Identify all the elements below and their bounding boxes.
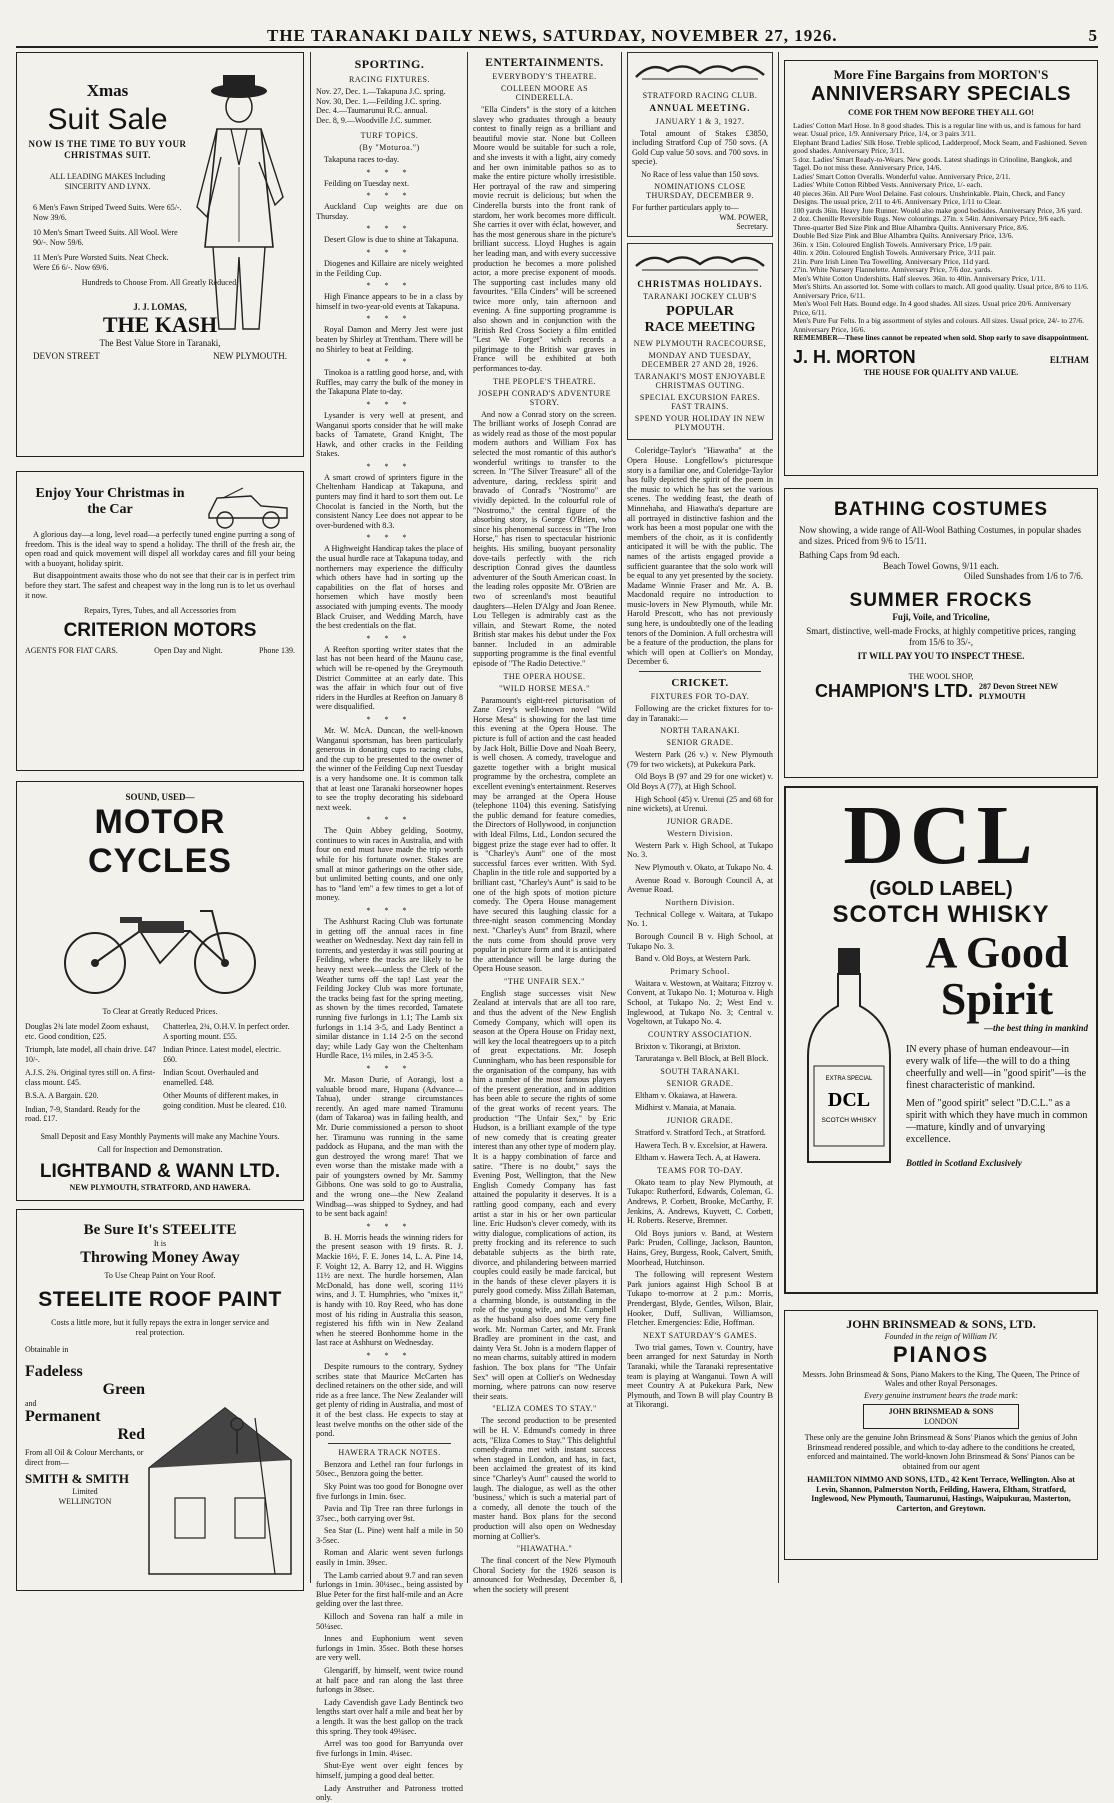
senior-grade-heading: SENIOR GRADE. [666,738,734,748]
lightband-listings [25,1022,295,1128]
junior-grade-heading: JUNIOR GRADE. [666,816,734,826]
separator-stars-icon: * * * [366,461,413,471]
separator-stars-icon: * * * [366,533,413,543]
primary-school-heading: Primary School. [670,966,730,976]
eliza-text: The second production to be presented will be H. V. Edmund's comedy in three acts, "Eliza Comes to Stay." This delightful comedy-drama met with instant success when staged in London, and has, in fact, been acclaimed the greatest of its kind since "Charley's Aunt" caused the world to laugh. The dialogue, as well as the other 'business,' which is such a material part of a comedy, all denote the touch of the master hand. Box plans for the second production will also open on Wednesday morning at Collier's. [473,1416,616,1541]
opera-text: Paramount's eight-reel picturisation of Zane Grey's well-known novel "Wild Horse Mesa" is showing for the last time this evening at the Opera House. The picture is full of action and the cast headed by Jack Holt, Billie Dove and Noah Beery, is well chosen. A comedy, travelogue and gazette together with a bright musical programme by the orchestra, complete an excellent evening's entertainment. Reserves may be arranged at the Opera House (telephone 1104) this evening. Satisfying the public demand for feature comedies, the Directors of Hollywood, in conjunction with Ideal Films, Ltd., London secured the biggest prize the stage ever had to offer. It is "Charley's Aunt" one of the most successful farces ever written. With Syd. Chaplin in the title role and supported by a brilliant cast, "Charley's Aunt" is said to be one of the high spots of motion picture comedy. The Opera House management have secured this laughing classic for a three-night season commencing Monday next. "Charley's Aunt" from Brazil, where the nuts come from should prove very popular in picture form and it is anticipated the attendance will be large during the Opera House season. [473,695,616,974]
criterion-phone: Phone 139. [258,645,295,655]
steelite-ltd: Limited [72,1487,98,1496]
lightband-towns: NEW PLYMOUTH, STRATFORD, AND HAWERA. [69,1182,251,1192]
separator-stars-icon: * * * [366,281,413,291]
champion-footer [793,681,1089,702]
bottle-label-logo: DCL [827,1089,871,1111]
fixture-line: Waitara v. Westown, at Waitara; Fitzroy v. Convent, at Tukapo No. 1; Moturoa v. High School, at Tukapo No. 2; West End v. Inglewood, at Tukapo No. 3; Central v. Vogeltown, at Tukapo No. 4. [627,978,773,1027]
cricket-intro: Following are the cricket fixtures for to-day in Taranaki:— [627,704,773,723]
morton-item: 40in. x 20in. Coloured English Towels. Anniversary Price, 3/11 pair. [793,248,996,257]
northern-division-heading: Northern Division. [665,897,735,907]
hawera-note: Arrel was too good for Barryunda over five furlongs in 1min. 4¼sec. [316,1739,463,1758]
steelite-maker: SMITH & SMITH [25,1471,130,1486]
dcl-spirit: Spirit [940,973,1054,1024]
kash-heading: Xmas [86,81,129,100]
dcl-whisky-advert [784,786,1098,1294]
brinsmead-trademark-name: JOHN BRINSMEAD & SONS [888,1407,994,1416]
separator-stars-icon: * * * [366,224,413,234]
lightband-item: B.S.A. A Bargain. £20. [25,1091,99,1100]
hawera-note: Benzora and Lethel ran four furlongs in 50sec., Benzora going the better. [316,1459,463,1479]
brinsmead-title: PIANOS [892,1341,990,1367]
stratford-rule: No Race of less value than 150 sovs. [641,169,759,179]
turf-note: Diogenes and Killaire are nicely weighted in the Feilding Cup. [316,258,463,278]
column-4 [627,52,773,1583]
turf-long-note: Mr. Mason Durie, of Aorangi, lost a valuable brood mare, Hupana (Advance—Tahua), under strange circumstances recently. An aged mare named Tiramunu (dam of Takaroa) was in failing health, and Mr. Durie commissioned a person to shoot her. Tiramunu was running in the same paddock as Hupana, and the man with the gun destroyed the wrong mare! That we even worse than the mistake made with a pair of youngsters owned by Mr. Sammy Gibbons. One was sold to go to Australia, and the wrong one—the New Zealand Windbag—was shipped to Sydney, and had to be sent back again! [316,1074,463,1219]
kash-town: NEW PLYMOUTH. [213,350,287,361]
bathing-body: Now showing, a wide range of All-Wool Bathing Costumes, in popular shades and sizes. Priced from 9/6 to 15/11. [799,525,1081,546]
kash-item: 11 Men's Pure Worsted Suits. Neat Check. Were £6 6/-. Now 69/6. [33,253,169,272]
lightband-title: MOTOR CYCLES [88,802,232,880]
kash-tagline: NOW IS THE TIME TO BUY YOUR CHRISTMAS SUIT. [28,139,187,160]
steelite-and: and [25,1398,37,1408]
column-2 [316,52,463,1803]
separator-stars-icon: * * * [366,815,413,825]
motorcycle-illustration [50,891,270,1001]
turf-long-note: A smart crowd of sprinters figure in the Cheltenham Handicap at Takapuna, and punters may find it hard to sort them out. Le Chocolat is fancied in the North, but the consistent Nancy Lee does not appear to be over-burdened with 8.3. [316,472,463,530]
dcl-logo: DCL [843,789,1039,882]
stratford-nominations: NOMINATIONS CLOSE THURSDAY, DECEMBER 9. [646,182,754,201]
morton-item: 5 doz. Ladies' Smart Ready-to-Wears. New goods. Latest shadings in Crinoline, Bangkok, and Tagel. Do not miss these. Anniversary Price, 14/6. [793,154,1072,172]
bottle-label-top: EXTRA SPECIAL [825,1076,873,1082]
stratford-meeting: ANNUAL MEETING. [649,103,751,113]
eliza-heading: "ELIZA COMES TO STAY." [492,1404,597,1414]
morton-item: Three-quarter Bed Size Pink and Blue Alhambra Quilts. Anniversary Price, 8/6. [793,222,1029,232]
fixture-line: Old Boys B (97 and 29 for one wicket) v. Old Boys A (77), at High School. [627,772,773,791]
turf-byline: (By "Moturoa.") [359,143,420,152]
turf-note: Auckland Cup weights are due on Thursday. [316,202,463,221]
steelite-obtain: Obtainable in [25,1345,69,1354]
jockey-title: CHRISTMAS HOLIDAYS. [637,278,763,289]
turf-note: Royal Damon and Merry Jest were just beaten by Shirley at Trentham. There will be no Shirley to beat at Feilding. [316,325,463,354]
champion-address: 287 Devon Street NEW PLYMOUTH [978,682,1058,701]
criterion-body: A glorious day—a long, level road—a perfectly tuned engine purring a song of freedom. This is the ideal way to spend a holiday. The thrill of the fresh air, the open road and quick movement will dispel all workday cares and fill your being with a buoyant, holiday spirit. [25,530,295,568]
jockey-spend: SPEND YOUR HOLIDAY IN NEW PLYMOUTH. [634,414,766,433]
separator-stars-icon: * * * [366,1350,413,1360]
brinsmead-trademark-city: LONDON [924,1416,958,1426]
north-taranaki-heading: NORTH TARANAKI. [660,726,740,736]
fixture-line: Hawera Tech. B v. Excelsior, at Hawera. [635,1140,768,1150]
lightband-advert [16,781,304,1201]
hawera-note: Sky Point was too good for Bonogne over five furlongs in 1min. 6sec. [316,1481,463,1501]
entertainments-heading: ENTERTAINMENTS. [485,57,604,69]
country-association-heading: COUNTRY ASSOCIATION. [648,1029,752,1039]
fixture-line: High School (45) v. Urenui (25 and 68 for nine wickets), at Urenui. [627,794,773,814]
steelite-from: From all Oil & Colour Merchants, or direct from— [25,1448,144,1467]
bathing-title: BATHING COSTUMES [833,499,1049,520]
lightband-name: LIGHTBAND & WANN LTD. [39,1160,281,1182]
fixture-item: Nov. 30, Dec. 1.—Feilding J.C. spring. [316,96,442,106]
fixture-item: Nov. 27, Dec. 1.—Takapuna J.C. spring. [316,87,446,96]
champions-advert [784,488,1098,778]
champion-name: CHAMPION'S LTD. [815,681,973,701]
morton-item: 100 yards 36in. Heavy Jute Runner. Would also make good bedsides. Anniversary Price, 3/6 yard. [793,205,1083,215]
turf-note: Desert Glow is due to shine at Takapuna. [324,235,459,245]
stratford-racing-advert [627,52,773,237]
kash-store: THE KASH [102,312,218,337]
lightband-item: Indian Prince. Latest model, electric. £60. [163,1045,281,1064]
separator-stars-icon: * * * [366,399,413,409]
morton-item: Ladies' Smart Cotton Overalls. Wonderful value. Anniversary Price, 2/11. [793,171,1011,181]
everybodys-heading: EVERYBODY'S THEATRE. [492,72,597,81]
hawera-note: Lady Anstruther and Patroness trotted only. [316,1783,463,1803]
criterion-advert [16,471,304,771]
separator-stars-icon: * * * [366,633,413,643]
kash-store-sub: The Best Value Store in Taranaki, [99,338,221,348]
kash-title: Suit Sale [47,103,168,136]
morton-items [793,122,1089,343]
criterion-agents: AGENTS FOR FIAT CARS. [25,645,118,655]
fixture-line: Eltham v. Hawera Tech. A, at Hawera. [635,1153,761,1163]
hawera-note: Sea Star (L. Pine) went half a mile in 50 3-5sec. [316,1526,463,1545]
frocks-title: SUMMER FROCKS [849,589,1033,611]
dcl-body: IN every phase of human endeavour—in every walk of life—the will to do a thing cheerfully and well—in "good spirit"—is the finest characteristic of mankind. [906,1043,1087,1091]
steelite-line-2: It is [153,1239,167,1248]
turf-long-note: Despite rumours to the contrary, Sydney scribes state that Maurice McCarten has declined retainers on the other side, and will ride as a free lance. The New Zealander will get plenty of riding in Australia, and most of it of the best class. He expects to stay at least twelve months on the other side of the pond. [316,1361,463,1439]
lightband-clear: To Clear at Greatly Reduced Prices. [102,1006,218,1016]
brinsmead-advert [784,1310,1098,1560]
fixture-line: Western Park (26 v.) v. New Plymouth (79 for two wickets), at Pukekura Park. [627,750,773,769]
stratford-secretary: Secretary. [736,222,768,232]
kash-street: DEVON STREET [33,350,100,361]
fixture-line: Western Park v. High School, at Tukapo No. 3. [627,840,773,860]
jockey-club: TARANAKI JOCKEY CLUB'S [643,292,757,302]
team-list: Okato team to play New Plymouth, at Tukapo: Rutherford, Edwards, Coleman, G. Andrews, P. Corbett, Brooke, McCarthy, F. Jenkins, A. Andrews, Kuyvett, C. Corbett, H. Roberts. Reserve, Bremner. [627,1177,773,1226]
morton-remember: REMEMBER—These lines cannot be repeated when sold. Shop early to save disappointment. [793,333,1089,342]
man-in-suit-illustration [179,67,297,337]
separator-stars-icon: * * * [366,357,413,367]
lightband-item: Other Mounts of different makes, in going condition. Must be cleared. £10. [163,1091,287,1110]
stratford-body: Total amount of Stakes £3850, including Stratford Cup of 750 sovs. (A Gold Cup value 50 sovs. and 700 sovs. in specie). [632,128,769,167]
brinsmead-founded: Founded in the reign of William IV. [884,1332,998,1341]
teams-heading: TEAMS FOR TO-DAY. [657,1165,743,1175]
kash-item: 10 Men's Smart Tweed Suits. All Wool. Were 90/-. Now 59/6. [33,228,178,247]
separator-stars-icon: * * * [366,191,413,201]
stratford-dates: JANUARY 1 & 3, 1927. [655,116,745,126]
turf-long-note: Mr. W. McA. Duncan, the well-known Wanganui sportsman, has been particularly generous in donating cups to racing clubs, and the cup to be presented to the owner of the winner of the Feilding Cup next Tuesday is a very handsome one. It is common talk that at least one Taranaki horseowner hopes to see the trophy decorating his sideboard next week. [316,725,463,812]
morton-item: Men's White Cotton Undershirts. Half sleeves. 36in. to 40in. Anniversary Price, 1/11. [793,273,1046,283]
column-1 [16,52,304,1583]
turf-note: Lysander is very well at present, and Wanganui sports consider that he will make backs of Tamatete, Grand Knight, The Hawk, and other cracks in the Feilding Stakes. [316,410,463,459]
steelite-permanent: Permanent [25,1408,101,1425]
dcl-body-2: Men of "good spirit" select "D.C.L." as a spirit with which they have much in common—mature, kindly and of unvarying excellence. [906,1097,1088,1145]
separator-stars-icon: * * * [366,1063,413,1073]
morton-item: Men's Shirts. An assorted lot. Some with collars to match. All good quality. Usual price, 8/6 to 11/6. Anniversary Price, 6/11. [793,282,1089,300]
masthead [16,20,1098,48]
criterion-hours: Open Day and Night. [154,645,223,655]
racehorses-banner-illustration [632,248,768,274]
morton-item: 27in. White Nursery Flannelette. Anniversary Price, 7/6 doz. yards. [793,265,993,274]
column-rule [621,52,622,1583]
opera-heading: THE OPERA HOUSE. [503,671,586,681]
lightband-heading: SOUND, USED— [125,792,195,802]
turf-note: High Finance appears to be in a class by himself in two-year-old events at Takapuna. [316,292,463,311]
column-5 [784,52,1098,1583]
lightband-item: Chatterlea, 2¾, O.H.V. In perfect order. A sporting mount. £55. [163,1022,290,1041]
criterion-footer [25,646,295,656]
newspaper-title: THE TARANAKI DAILY NEWS, SATURDAY, NOVEMBER 27, 1926. [267,26,838,45]
peoples-heading: THE PEOPLE'S THEATRE. [493,376,596,386]
steelite-colours [25,1345,145,1506]
jockey-club-advert [627,243,773,441]
turf-long-note: The Quin Abbey gelding, Sootmy, continues to win races in Australia, and with four on end must have made the trip worth while for his fortunate owner. Stakes are small at minor gatherings on the other side, but unlimited betting counts, and one only has to "land 'em" a few times to get a lot of money. [316,826,463,903]
jockey-dates: MONDAY AND TUESDAY, DECEMBER 27 AND 28, 1926. [641,351,759,370]
divider [639,671,761,672]
morton-item: 40 pieces 36in. All Pure Wool Delaine. Fast colours. Unshrinkable. Plain, Check, and Fancy Designs. The usual price, 2/11 to 4/6. Anniversary Price, 1/11 to Clear. [793,188,1066,206]
separator-stars-icon: * * * [366,1221,413,1231]
hiawatha-text: The final concert of the New Plymouth Choral Society for the 1926 season is announced for Wednesday, December 8, when the society will present [473,1556,616,1594]
kash-choose: Hundreds to Choose From. All Greatly Reduced. [81,278,239,287]
divider [328,1443,451,1444]
south-taranaki-heading: SOUTH TARANAKI. [660,1066,740,1076]
lightband-item: Triumph, late model, all chain drive. £47 10/-. [25,1045,157,1064]
jockey-popular: POPULAR [666,304,734,320]
turf-notes [316,155,463,1439]
steelite-city: WELLINGTON [58,1496,112,1506]
morton-slogan: THE HOUSE FOR QUALITY AND VALUE. [863,367,1019,377]
steelite-red: Red [117,1426,145,1443]
morton-footer [793,347,1089,368]
stratford-secretary-name: WM. POWER, [719,212,768,222]
turf-long-note: The Ashhurst Racing Club was fortunate in getting off the annual races in fine weather on Wednesday. Next day rain fell in torrents, and yesterday it was still pouring at Feilding, where the tracks are likely to be heavy next week—unless the Clerk of the Weather turns off the tap! Last year the Feilding Jockey Club was more fortunate, the tracks being fast for the spring meeting, as shown by the times recorded, Tamatete running five furlongs in 1.1; The Lamb six furlongs in 1.14 3-5, and Lady Bentinct a similar distance in 1.14 2-5 on the second day; while Lady Gay won the Cheltenham Hurdle Race, 1½ miles, in 2.45 3-5. [316,917,463,1061]
kash-address [33,351,287,362]
jockey-race: RACE MEETING [644,320,756,336]
morton-item: Elephant Brand Ladies' Silk Hose. Treble splicod, Ladderproof, Mock Seam, and Fashioned. Seven good shades. Anniversary Price, 3/11. [793,137,1087,155]
bathing-caps: Bathing Caps from 9d each. [799,550,900,560]
fixture-line: New Plymouth v. Okato, at Tukapo No. 4. [635,862,773,872]
fixture-line: Technical College v. Waitara, at Tukapo No. 1. [627,909,773,929]
hiawatha-heading: "HIAWATHA." [516,1544,573,1554]
fixture-item: Dec. 8, 9.—Woodville J.C. summer. [316,115,432,125]
lightband-item: A.J.S. 2¾. Original tyres still on. A first-class mount. £45. [25,1068,155,1087]
kash-advert [16,52,304,457]
frocks-fabrics: Fuji, Voile, and Tricoline, [892,611,990,622]
turf-note: Takapuna races to-day. [324,155,400,164]
morton-item: Men's Pure Fur Felts. In a big assortment of styles and colours. All sizes. Usual price, 24/- to 27/6. Anniversary Price, 16/6. [793,316,1084,334]
unfair-sex-heading: "THE UNFAIR SEX." [504,976,585,986]
criterion-body-2: But disappointment awaits those who do not see that their car is in perfect trim before they start. The safest and cheapest way in the long run is to let us overhaul it now. [25,571,295,600]
steelite-title: STEELITE ROOF PAINT [38,1288,282,1311]
steelite-line-1: Be Sure It's STEELITE [83,1222,237,1238]
hawera-note: Pavia and Tip Tree ran three furlongs in 37sec., both carrying over 9st. [316,1504,463,1523]
criterion-name: CRITERION MOTORS [63,619,257,641]
stratford-apply: For further particulars apply to— [632,203,739,213]
column-3 [473,52,616,1594]
separator-stars-icon: * * * [366,714,413,724]
racing-fixtures-heading: RACING FIXTURES. [349,75,430,84]
opera-subheading: "WILD HORSE MESA." [499,683,590,693]
fixture-line: Brixton v. Tikorangi, at Brixton. [635,1041,741,1051]
brinsmead-name: JOHN BRINSMEAD & SONS, LTD. [846,1317,1036,1331]
frocks-invite: IT WILL PAY YOU TO INSPECT THESE. [857,651,1025,661]
criterion-title: Enjoy Your Christmas in the Car [35,486,185,517]
turf-long-note: A Reefton sporting writer states that the last has not been heard of the Maunu case, which will be re-opened by the Greymouth District Committee at an early date. This was the affair in which four out of five riders in the Hurdles at Reefton on January 8 were disqualified. [316,644,463,712]
racehorses-banner-illustration [632,57,768,83]
lightband-item: Indian Scout. Overhauled and enamelled. £48. [163,1068,259,1087]
lightband-terms: Small Deposit and Easy Monthly Payments will make any Machine Yours. [40,1131,280,1141]
separator-stars-icon: * * * [366,906,413,916]
morton-item: Men's Wool Felt Hats. Bound edge. In 4 good shades. All sizes. Usual price 20/6. Anniversary Price, 6/11. [793,299,1072,317]
brinsmead-trademark [863,1404,1019,1429]
lightband-item: Douglas 2¾ late model Zoom exhaust, etc. Good condition, £25. [25,1022,149,1041]
page-number: 5 [1088,26,1098,45]
hawera-note: Shut-Eye went over eight fences by himself, jumping a good deal better. [316,1761,463,1780]
cricket-heading: CRICKET. [671,677,729,690]
next-games-heading: NEXT SATURDAY'S GAMES. [642,1330,757,1340]
kash-makes: ALL LEADING MAKES Including SINCERITY AND LYNX. [49,172,166,191]
morton-item: Double Bed Size Pink and Blue Alhambra Quilts. Anniversary Price, 13/6. [793,231,1014,240]
jockey-course: NEW PLYMOUTH RACECOURSE, [633,339,767,349]
everybodys-subheading: COLLEEN MOORE AS CINDERELLA. [500,84,589,102]
fixture-item: Dec. 4.—Taumarunui R.C. annual. [316,106,428,115]
south-senior-heading: SENIOR GRADE. [666,1078,734,1088]
hawera-note: Roman and Alaric went seven furlongs easily in 1min. 39sec. [316,1548,463,1568]
peoples-text: And now a Conrad story on the screen. The brilliant works of Joseph Conrad are as widely read as those of the most popular modern authors and William Fox has selected the most romantic of this author's wonderful writings to transfer to the screen. In "The Silver Treasure" all of the adventure, daring, reckless spirit and bravado of Conrad's "Nostromo" are vividly depicted. In the colourful role of "Nostromo," the central figure of the absorbing story, is George O'Brien, who since his phenomenal success in "The Iron Horse," has risen to spectacular histrionic heights. His smiling, buoyant personality dove-tails perfectly with the rich description Conrad gives the dauntless adventurer of the South American coast. In the leading roles opposite Mr. O'Brien are two of screenland's most beautiful daughters—Helen D'Algy and Joan Renee. Lou Tellegen is admirably cast as the villain, and Stewart Rome, the noted British star makes his debut under the Fox banner. Included in an admirable supporting programme is the final eventful episode of "The Radio Detective." [473,409,616,669]
morton-item: 2 doz. Chenille Reversible Rugs. New colourings. 27in. x 54in. Anniversary Price, 9/6 each. [793,214,1066,223]
stratford-title: STRATFORD RACING CLUB. [642,91,758,100]
morton-come: COME FOR THEM NOW BEFORE THEY ALL GO! [848,108,1034,117]
hawera-note: Glengariff, by himself, went twice round at half pace and ran along the last three furlongs in 38sec. [316,1666,463,1695]
bathing-sunshades: Oiled Sunshades from 1/6 to 7/6. [964,571,1083,581]
lightband-item: Indian, 7-9, Standard. Ready for the road. £17. [25,1104,141,1123]
steelite-fadeless: Fadeless [25,1362,83,1380]
brinsmead-body: These only are the genuine John Brinsmead & Sons' Pianos which the genius of John Brinsmead rendered possible, and which to-day adhere to the conditions he created, enforced and maintained. The world-known John Brinsmead & Sons' Pianos can be obtained from our agent [804,1433,1078,1471]
whisky-bottle-illustration [804,946,894,1166]
brinsmead-makers: Messrs. John Brinsmead & Sons, Piano Makers to the King, The Queen, The Prince of Wales and other Royal Personages. [802,1369,1080,1388]
champion-shop: THE WOOL SHOP, [908,671,974,681]
morton-item: Ladies' Cotton Marl Hose. In 8 good shades. This is a regular line with us, and is famous for hard wear. Usual price, 1/9. Anniversary Price, 1/4, or 3 pairs 3/11. [793,120,1081,138]
team-list: Old Boys juniors v. Band, at Western Park: Pruden, Collinge, Jackson, Baunton, Hains, Grey, Burgess, Rook, Calvert, Smith, Moorhead, Hutchinson. [627,1228,773,1267]
morton-item: 36in. x 15in. Coloured English Towels. Anniversary Price, 1/9 pair. [793,239,992,249]
fixture-line: Midhirst v. Manaia, at Manaia. [635,1103,737,1113]
criterion-repairs: Repairs, Tyres, Tubes, and all Accessories from [84,606,236,616]
dcl-scotch: SCOTCH WHISKY [832,901,1050,928]
morton-title: ANNIVERSARY SPECIALS [810,83,1072,105]
morton-town: ELTHAM [1049,354,1089,365]
kash-item: 6 Men's Fawn Striped Tweed Suits. Were 65/-. Now 39/6. [33,203,182,222]
steelite-line-4: To Use Cheap Paint on Your Roof. [104,1270,216,1280]
peoples-subheading: JOSEPH CONRAD'S ADVENTURE STORY. [477,388,612,407]
dcl-tagline: —the best thing in mankind [983,1023,1088,1033]
turf-topics-heading: TURF TOPICS. [360,131,419,140]
kash-owner: J. J. LOMAS, [133,301,187,312]
steelite-line-3: Throwing Money Away [80,1248,240,1266]
hawera-note: Innes and Euphonium went seven furlongs in 1min. 35sec. Both these horses are very well. [316,1634,463,1663]
bathing-towels: Beach Towel Gowns, 9/11 each. [883,560,999,571]
cricket-fixtures-title: FIXTURES FOR TO-DAY. [650,692,750,702]
turf-note: Feilding on Tuesday next. [324,178,410,188]
dcl-bottled: Bottled in Scotland Exclusively [906,1157,1022,1168]
morton-item: Ladies' White Cotton Ribbed Vests. Anniversary Price, 1/- each. [793,180,983,189]
steelite-green: Green [102,1380,145,1398]
fixture-line: Eltham v. Okaiawa, at Hawera. [635,1090,737,1100]
dcl-copy [906,928,1088,1168]
separator-stars-icon: * * * [366,314,413,324]
hawera-note: The Lamb carried about 9.7 and ran seven furlongs in 1min. 30¼sec., being assisted by Blue Peter for the first half-mile and an Acre gelding over the last three. [316,1570,463,1609]
hawera-note: Lady Cavendish gave Lady Bentinck two lengths start over half a mile and beat her by a length. It was the best gallop on the track this spring. They took 49¼sec. [316,1697,463,1736]
turf-note: Tinokoa is a rattling good horse, and, with Ruffles, may carry the bulk of the money in the Takapuna Plate to-day. [316,368,463,397]
dcl-good: A Good [925,928,1069,977]
everybodys-text: "Ella Cinders" is the story of a kitchen slavey who graduates through a beauty contest to finally reign as a brilliant and beautiful movie star. None but Colleen Moore would be suitable for such a role, and she invests it with a light, airy comedy and her own inimitable pathos so as to make the entire picture wholly irresistible. Her portrayal of the raw and simpering movie recruit is delicious; but when the Cinderella bursts into the front rank of stardom, her work becomes more difficult. She carries it over with éclat, however, and has the most generous share in the picture's brilliant success. Lloyd Hughes is again her leading man, and with every successive production he becomes a more polished actor, a more precise exponent of moods. The supporting cast includes many old favourites. "Ella Cinders" will be screened twice more only, tain afternoon and evening. A fine supporting programme is also shown and in conjunction with the British Red Cross Society a film entitled "Lest We Forget" which records a pilgrimage to the British war graves in France will be exhibited at both performances to-day. [473,105,616,374]
column-rule [310,52,311,1583]
morton-advert [784,60,1098,476]
brinsmead-agents: HAMILTON NIMMO AND SONS, LTD., 42 Kent Terrace, Wellington. Also at Levin, Shannon, Palmerston North, Feilding, Hawera, Eltham, Stratford, Inglewood, New Plymouth, Taumarunui, Hastings, Waipukurau, Masterton, Carterton, and Greytown. [807,1475,1075,1513]
jockey-outing: TARANAKI'S MOST ENJOYABLE CHRISTMAS OUTING. [634,372,766,391]
hiawatha-continued: Coleridge-Taylor's "Hiawatha" at the Opera House. Longfellow's picturesque story is a familiar one, and Coleridge-Taylor has fully depicted the spirit of the poem in the music to which he has set the various scenes. The wedding feast, the death of Minnehaha, and Hiawatha's departure are all portrayed in distinctive fashion and the work has been a most popular one with the members of the choir, as it is confidently anticipated it will be with the public. The names of the artists engaged provide a sufficient guarantee that the solo work will be equal to any yet presented by the society. Madame Winnie Fraser and Mr. A. B. Macdonald require no introduction to music-lovers in New Plymouth, while Mr. Harold Prescott, who has not previously sung here, is undoubtedly one of the leading tenors of the Dominion. A full orchestra will be a feature of the production, the plans for which will open at Collier's on Monday, December 6. [627,446,773,667]
hawera-notes-heading: HAWERA TRACK NOTES. [338,1447,441,1457]
turf-long-note: A Highweight Handicap takes the place of the usual hurdle race at Takapuna today, and northerners may experience the difficulty which others have had in sorting up the capabilities on the flat of horses and horsemen which have mostly been associated with jumping events. The moody Black Cruiser, and Wedding March, have the best credentials on the flat. [316,544,463,631]
next-games-text: Two trial games, Town v. Country, have been arranged for next Saturday in North Taranaki, while the Taranaki representative team is playing at Wanganui. Town A will meet Country A at Pukekura Park, New Plymouth, and Town B will play Country B at Tikorangi. [627,1342,773,1410]
racing-fixtures [316,87,463,125]
steelite-cost: Costs a little more, but it fully repays the extra in longer service and real protection. [51,1318,269,1337]
separator-stars-icon: * * * [366,247,413,257]
south-junior-heading: JUNIOR GRADE. [666,1116,734,1126]
fixture-line: Band v. Old Boys, at Western Park. [635,954,751,964]
lightband-call: Call for Inspection and Demonstration. [97,1145,223,1154]
fixture-line: Borough Council B v. High School, at Tukapo No. 3. [627,931,773,951]
column-rule [778,52,779,1583]
column-rule [467,52,468,1583]
sporting-heading: SPORTING. [354,57,425,71]
bottle-label-name: SCOTCH WHISKY [821,1117,877,1124]
house-painter-illustration [145,1388,295,1578]
separator-stars-icon: * * * [366,167,413,177]
motor-car-illustration [203,480,293,532]
turf-long-note: B. H. Morris heads the winning riders for the present season with 19 firsts. R. J. Mackie 16½, F. E. Jones 14, L. A. Pine 14, F. Voight 12, A. Barry 12, and H. Wiggins 11½ are next. The hurdle horsemen, Alan McDonald, has done well, scoring 11½ wins, and J. T. Humphries, who "mixes it," is handy with 10. Roy Reed, who has done most of his riding in Australia this season, registered his fifth win in New Zealand when he steered Bonhomme home in the last race at Ashhurst on Wednesday. [316,1232,463,1348]
kash-items [25,203,190,272]
jockey-excursion: SPECIAL EXCURSION FARES. FAST TRAINS. [639,393,761,412]
fixture-line: Taruratanga v. Bell Block, at Bell Block. [635,1054,769,1064]
brinsmead-mark: Every genuine instrument bears the trade mark: [864,1390,1018,1400]
morton-item: 21in. Pure Irish Linen Tea Towelling. Anniversary Price, 11d yard. [793,256,990,266]
dcl-gold-label: (GOLD LABEL) [869,878,1013,900]
unfair-sex-text: English stage successes visit New Zealand at intervals that are all too rare, and thus the advent of the New English Comedy Company, which will open its season at the Opera House on Friday next, will key the local theatregoers up to a pitch of great expectations. Mr. Joseph Cunningham, who has been responsible for the organisation of the company, has with him a number of the most famous players of the present generation, and in addition has been able to secure the rights of some of the great works of recent years. The production "The Unfair Sex," by Eric Hudson, is a brilliant example of the type of new comedy that is creating greater interest than any other type of modern play. It is a happy combination of farce and satire. "There is no doubt," says the Evening Post, Wellington, that the New English Comedy Company has fast attained the popularity it deserves. It is a rattling good company, each and every artist a star in his or her own particular line. Eric Hudson's clever comedy, with its witty dialogue, complications of action, its pretty frocking and its reference to such debatable subjects as the birth rate, divorce, and philandering between married couples could easily be made farcical, but in the hands of these clever players it is purely good comedy. Miss Zillah Bateman, a charming blonde, is outstanding in the role of the young wife, and Mr. Campbell as the husband also does some very fine work. Mr. Norman Carter, and Mr. Frank Bradley are prominent in the cast, and dainty Vera St. John is a modern flapper of no mean charms, suitably attired in modern fashion. The box plans for "The Unfair Sex" will open at Collier's on Wednesday morning, where patrons can now reserve their seats. [473,988,616,1401]
frocks-body: Smart, distinctive, well-made Frocks, at highly competitive prices, ranging from 15/6 to 35/-, [806,626,1076,647]
morton-name: J. H. MORTON [793,346,916,367]
fixture-line: Avenue Road v. Borough Council A, at Avenue Road. [627,875,773,895]
western-division-heading: Western Division. [666,828,734,838]
hawera-note: Killoch and Sovena ran half a mile in 50¼sec. [316,1612,463,1631]
steelite-advert [16,1209,304,1591]
fixture-line: Stratford v. Stratford Tech., at Stratford. [635,1128,766,1138]
team-list: The following will represent Western Park juniors against High School B at Tukapo to-morrow at 2 p.m.: Morris, Prendergast, Blyde, Gentles, Wilson, Blair, Hooker, Duff, Sullivan, Williamson, Fletcher. Emergencies: Edie, Hoffman. [627,1270,773,1328]
hawera-notes [316,1460,463,1803]
morton-line-1: More Fine Bargains from MORTON'S [833,67,1049,82]
